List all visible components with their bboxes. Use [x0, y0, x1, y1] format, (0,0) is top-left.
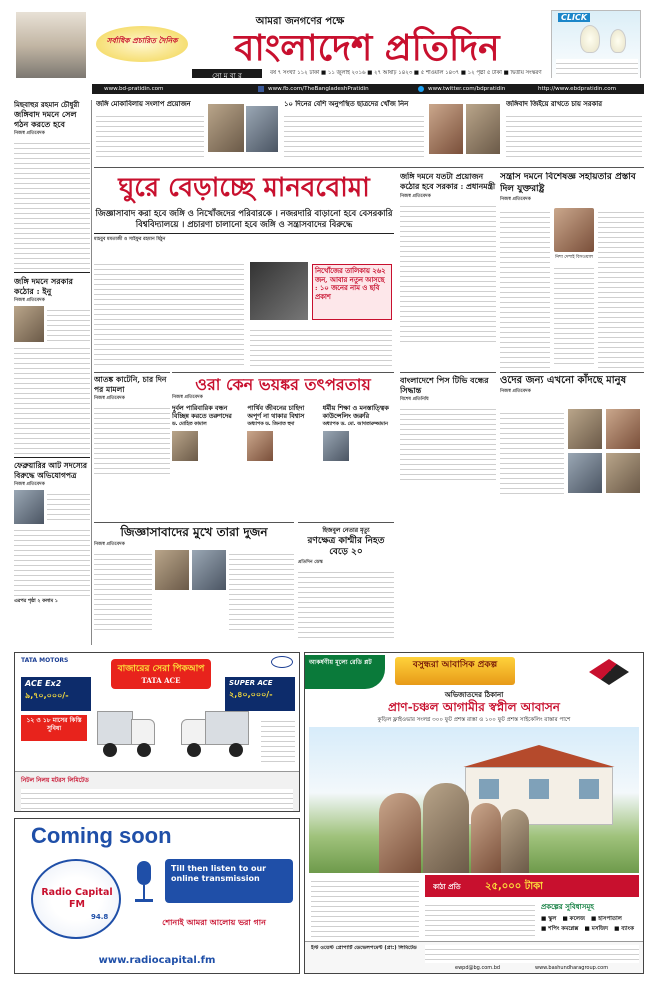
portrait — [155, 550, 189, 590]
day-label: সো ম বা র — [212, 72, 242, 78]
offer-box — [21, 715, 87, 741]
dealer-name: নিটল নিলয় মটরস লিমিটেড — [21, 777, 89, 784]
article-body — [47, 490, 90, 524]
byline: নিজস্ব প্রতিবেদক — [500, 197, 531, 202]
facility-list — [541, 915, 639, 934]
story-pm — [400, 172, 496, 368]
article-body — [14, 526, 90, 596]
top-strip — [94, 100, 644, 168]
masthead-portrait — [16, 12, 86, 78]
facility-item: ■ শপিং কমপ্লেক্স — [541, 926, 579, 932]
bulb-icon — [610, 29, 626, 53]
ad-radio-capital — [14, 818, 300, 974]
masthead-tagline: আমরা জনগণের পক্ষে — [255, 16, 345, 27]
lead-headline: ঘুরে বেড়াচ্ছে মানববোমা — [118, 173, 370, 203]
truck-illustration — [97, 711, 157, 763]
headline: জঙ্গিবাদ দমনে সেল গঠন করতে হবে — [14, 109, 77, 129]
story-terror — [94, 372, 170, 492]
photo — [429, 104, 463, 154]
portrait — [606, 409, 640, 449]
bashundhara-brand — [395, 657, 515, 685]
byline: নিজস্ব প্রতিবেদক — [94, 396, 125, 402]
story-militancy-alive — [506, 100, 642, 166]
facebook-link[interactable]: www.fb.com/TheBangladeshPratidin — [268, 86, 369, 92]
facility-item: ■ ব্যাংক — [614, 926, 634, 932]
bashundhara-headline: প্রাণ-চঞ্চল আগামীর স্বপ্নীল আবাসন — [388, 700, 560, 714]
family-figures — [379, 783, 529, 873]
headline: সন্ত্রাস দমনে বিশেষজ্ঞ সহায়তার প্রস্তাব দিল যুক্তরাষ্ট্র — [500, 172, 636, 194]
story-peace-tv — [400, 372, 496, 496]
brand-text: বসুন্ধরা আবাসিক প্রকল্প — [412, 660, 498, 670]
byline: নিজস্ব প্রতিবেদক — [14, 298, 45, 303]
story-dialogue — [96, 100, 204, 166]
sub-byline: ড. মোহিত কামাল — [172, 422, 207, 427]
article-body — [500, 208, 550, 368]
byline: নিজস্ব প্রতিবেদক — [14, 131, 45, 136]
missing-list-box — [250, 262, 392, 322]
masthead-title: বাংলাদেশ প্রতিদিন — [234, 27, 500, 69]
price-bar — [425, 875, 639, 897]
facebook-icon — [258, 86, 264, 92]
left-column — [14, 100, 90, 620]
offer-text: ১২ ও ১৮ মাসের কিস্তি সুবিধা — [26, 717, 82, 732]
company-web[interactable]: www.bashundharagroup.com — [535, 965, 609, 971]
story-still-crying — [500, 372, 644, 496]
portrait — [606, 453, 640, 493]
radio-slogan: শোনাই আমরা আলোয় ভরা গান — [162, 917, 266, 927]
truck-illustration — [181, 711, 251, 763]
model1-name: ACE Ex2 — [25, 679, 62, 688]
radio-frequency: 94.8 — [91, 913, 109, 921]
tata-product: TATA ACE — [141, 676, 181, 685]
radio-logo — [31, 859, 121, 939]
ad-fineprint — [311, 877, 419, 937]
model2-name: SUPER ACE — [229, 679, 273, 687]
sub-byline: অধ্যাপক ড. জিনাত হুদা — [247, 422, 295, 427]
article-body — [94, 550, 152, 634]
byline: মাহবুব মমতাজী ও সাইফুর রহমান মিঠুন — [94, 237, 166, 242]
article-body — [94, 404, 170, 476]
byline: নিজস্ব প্রতিবেদক — [500, 389, 531, 394]
tata-headline — [111, 659, 211, 689]
byline: নিজস্ব প্রতিবেদক — [14, 482, 45, 487]
model2-price: ২,৪০,০০০/- — [229, 690, 273, 699]
byline: প্রতিদিন ডেস্ক — [298, 560, 323, 565]
article-body — [14, 344, 90, 454]
article-body — [400, 405, 496, 481]
web-link[interactable]: www.bd-pratidin.com — [104, 86, 164, 92]
article-body — [14, 139, 90, 269]
coming-soon: Coming soon — [31, 823, 172, 848]
ad-fineprint — [556, 59, 638, 78]
ad-fineprint — [261, 717, 295, 765]
facility-item: ■ হাসপাতাল — [591, 916, 622, 922]
column-divider — [91, 100, 92, 645]
portrait-inu — [14, 306, 44, 342]
article-body — [47, 306, 90, 342]
article-body — [94, 260, 244, 366]
microphone-icon — [133, 861, 155, 905]
headline: জঙ্গি মোকাবিলায় সংলাপ প্রয়োজন — [96, 100, 191, 108]
facilities-title: প্রকল্পের সুবিধাসমূহ — [541, 902, 594, 911]
headline: জিজ্ঞাসাবাদের মুখে তারা দুজন — [120, 525, 268, 539]
headline: জঙ্গি দমনে সরকার কঠোর : ইনু — [14, 276, 73, 296]
photo-caption: নিশা দেশাই বিসওয়াল — [555, 255, 593, 260]
ad-fineprint — [425, 901, 535, 937]
radio-tagline-box — [165, 859, 293, 903]
portrait — [568, 409, 602, 449]
promo-text: সর্বাধিক প্রচারিত দৈনিক — [106, 36, 178, 45]
ad-click-bulbs — [551, 10, 641, 78]
story-absent-students — [284, 100, 424, 166]
portrait — [192, 550, 226, 590]
article-body — [400, 202, 496, 342]
headline: জঙ্গিবাদ জিইয়ে রাখতে চায় সরকার — [506, 100, 602, 108]
facility-item: ■ মসজিদ — [584, 926, 609, 932]
article-body — [506, 112, 642, 160]
headline: ১০ দিনের বেশি অনুপস্থিত ছাত্রদের খোঁজ নিন — [284, 100, 409, 108]
office-addresses — [425, 945, 639, 963]
tata-brand: TATA MOTORS — [21, 657, 69, 664]
facilities-box — [541, 901, 639, 939]
headline: ওদের জন্য এখনো কাঁদছে মানুষ — [500, 375, 627, 386]
photo — [208, 104, 244, 152]
dealer-addresses — [21, 789, 293, 811]
epaper-link[interactable]: http://www.ebdpratidin.com — [538, 86, 617, 92]
subhead: ধর্মীয় শিক্ষা ও মনস্তাত্ত্বিক কাউন্সেলিং জরুরি — [322, 404, 389, 420]
portrait — [172, 431, 198, 461]
model2-box — [225, 677, 295, 711]
article-body — [96, 112, 204, 160]
subhead: পার্থিব জীবনের চাহিদা অপূর্ণ না থাকার বিশ্বাস — [247, 404, 305, 420]
price-label: কাঠা প্রতি — [433, 883, 461, 891]
subhead: দুর্বল পারিবারিক বন্ধন বিচ্ছিন্ন করতে তরুণদের — [172, 404, 232, 420]
headline: আতঙ্ক কাটেনি, চার দিন পর মামলা — [94, 375, 167, 394]
portrait — [247, 431, 273, 461]
continued-note: এরপর পৃষ্ঠা ২ কলাম ১ — [14, 599, 58, 604]
headline: রণক্ষেত্র কাশ্মীর নিহত বেড়ে ২০ — [307, 536, 385, 557]
twitter-link[interactable]: www.twitter.com/bdpratidin — [428, 86, 506, 92]
price-value: ২৫,০০০ টাকা — [485, 881, 544, 892]
portrait — [14, 490, 44, 524]
photo — [466, 104, 500, 154]
family-house-photo — [309, 727, 639, 873]
radio-tagline: Till then listen to our online transmission — [171, 864, 267, 883]
kicker: হিজবুল নেতার মৃত্যু — [322, 527, 370, 534]
ready-plot-badge — [305, 655, 385, 689]
portrait-nisha-desai — [554, 208, 594, 252]
story-kashmir — [298, 522, 394, 642]
byline: নিজস্ব প্রতিবেদক — [400, 194, 431, 199]
tata-headline-text: বাজারের সেরা পিকআপ — [117, 664, 205, 674]
dateline: বর্ষ ৭ সংখ্যা ১১২ ঢাকা ■ ১১ জুলাই ২০১৬ ■ ২৭ আষাঢ় ১৪২৩ ■ ৫ শাওয়াল ১৪৩৭ ■ ১২ পৃষ্ঠা ৫ টাকা ■ দ্বিতীয় সংস্করণ — [270, 70, 542, 76]
company-email[interactable]: ewpd@bg.com.bd — [455, 965, 501, 971]
lead-deck: জিজ্ঞাসাবাদ করা হবে জঙ্গি ও নিখোঁজদের পরিবারকে । নজরদারি বাড়ানো হবে বেসরকারি বিশ্ববিদ্যালয়ে । প্রচারণা চালানো হবে জঙ্গি ও সন্ত্রাসবাদের বিরুদ্ধে — [95, 208, 393, 229]
click-logo: CLICK — [558, 13, 590, 22]
radio-url[interactable]: www.radiocapital.fm — [98, 955, 216, 966]
byline: নিজস্ব প্রতিবেদক — [172, 395, 203, 400]
headline: বাংলাদেশে পিস টিভি বন্ধের সিদ্ধান্ত — [400, 375, 489, 395]
handcuff-photo — [250, 262, 308, 320]
model1-price: ৯,৭০,০০০/- — [25, 691, 69, 700]
ad-tata — [14, 652, 300, 812]
model1-box — [21, 677, 91, 711]
article-body — [250, 326, 392, 366]
sub-byline: অধ্যাপক ড. মো. আখতারুজ্জামান — [322, 422, 388, 427]
company-name: ইস্ট ওয়েস্ট প্রোপার্টি ডেভেলপমেন্ট (প্রা:) লিমিটেড — [311, 945, 417, 951]
story-why — [172, 372, 394, 492]
photo — [246, 106, 278, 152]
day-box — [192, 69, 262, 78]
headline: ফেব্রুয়ারির আট সদস্যের বিরুদ্ধে অভিযোগপত্র — [14, 461, 87, 480]
story-two-questioned — [94, 522, 294, 642]
article-body — [229, 550, 294, 634]
twitter-icon — [418, 86, 424, 92]
tata-logo-icon — [271, 656, 293, 668]
byline: নিজস্ব প্রতিবেদক — [94, 542, 125, 547]
article-body — [298, 568, 394, 642]
bashundhara-desc: কুড়িল ফ্লাইওভার সংলগ্ন ৩০০ ফুট প্রশস্ত রাস্তা ও ১০০ ফুট প্রশস্ত সাইকেলিং রাস্তার পাশে — [377, 717, 571, 723]
ad-bashundhara — [304, 652, 644, 974]
badge-text: আকর্ষণীয় মূল্যে রেডি প্লট — [309, 659, 372, 666]
lead-story — [94, 172, 394, 368]
headline: ওরা কেন ভয়ঙ্কর তৎপরতায় — [195, 375, 371, 394]
bashundhara-footer — [305, 941, 643, 973]
sidebar-text: নিখোঁজের তালিকায় ২৬২ জন, আবার নতুন আসছে : ১০ জনের নাম ও ছবি প্রকাশ — [315, 267, 386, 301]
article-body — [598, 208, 644, 368]
article-body — [284, 112, 424, 160]
bashundhara-sub: অভিজাতদের ঠিকানা — [444, 691, 504, 699]
web-links-bar — [92, 84, 644, 94]
radio-name: Radio Capital FM — [41, 887, 113, 910]
article-body — [500, 409, 564, 495]
portrait — [568, 453, 602, 493]
facility-item: ■ কলেজ — [562, 916, 586, 922]
tata-footer — [15, 771, 299, 811]
portrait — [323, 431, 349, 461]
story-us — [500, 172, 644, 368]
facility-item: ■ স্কুল — [541, 916, 557, 922]
byline: বিশেষ প্রতিনিধি — [400, 397, 429, 402]
promo-badge — [96, 22, 188, 66]
headline: মিছবাহুর রহমান চৌধুরী — [14, 100, 80, 109]
missing-list-text — [312, 264, 392, 320]
article-body — [554, 264, 594, 368]
bashundhara-logo-icon — [589, 659, 629, 685]
bulb-icon — [580, 25, 600, 53]
masthead — [0, 0, 650, 78]
headline: জঙ্গি দমনে যতটা প্রয়োজন কঠোর হবে সরকার : প্রধানমন্ত্রী — [400, 172, 496, 191]
